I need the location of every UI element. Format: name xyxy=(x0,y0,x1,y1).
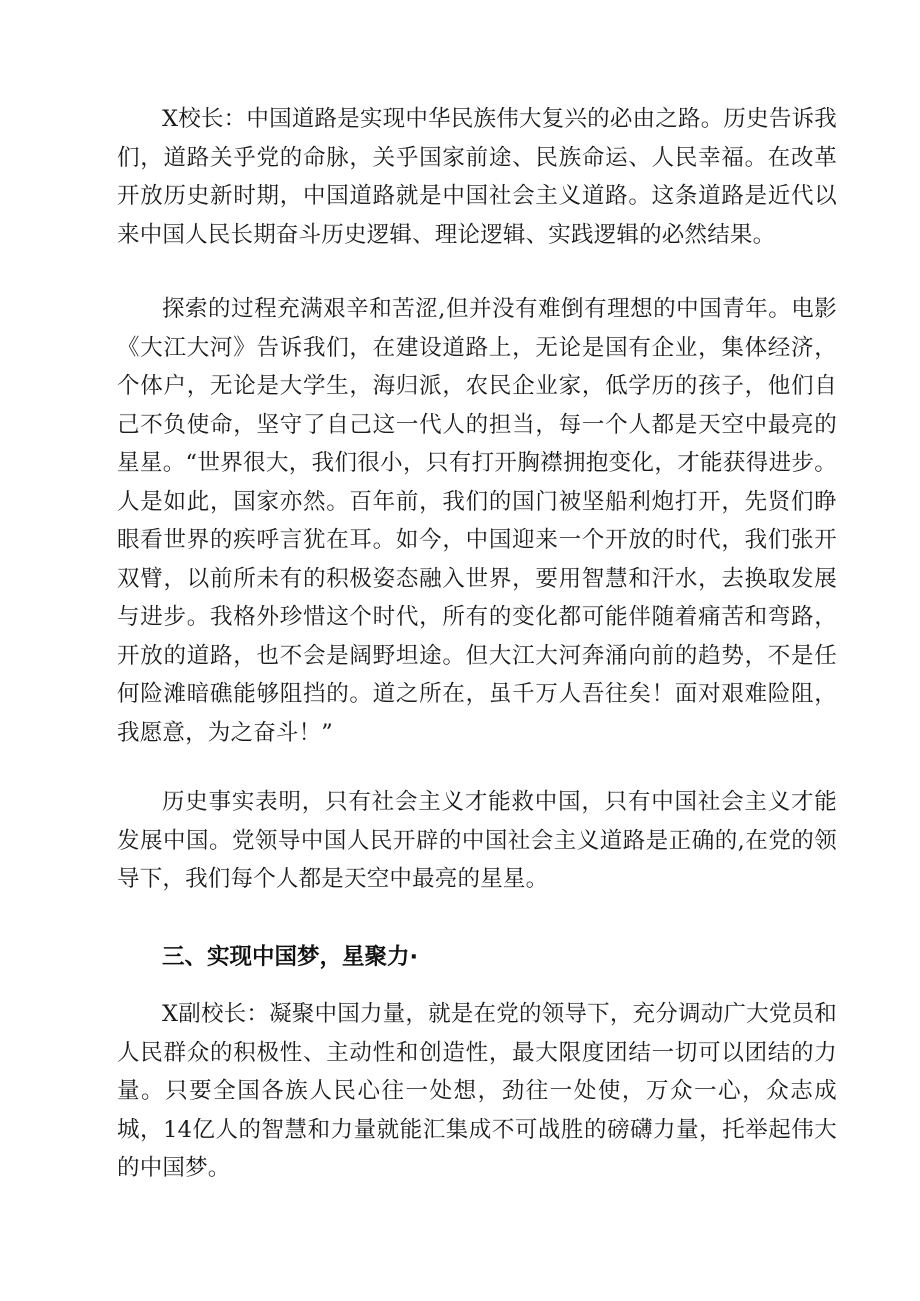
paragraph-historical-facts: 历史事实表明，只有社会主义才能救中国，只有中国社会主义才能发展中国。党领导中国人民开辟的中国社会主义道路是正确的,在党的领导下，我们每个人都是天空中最亮的星星。 xyxy=(117,789,837,892)
paragraph-exploration: 探索的过程充满艰辛和苦涩,但并没有难倒有理想的中国青年。电影《大江大河》告诉我们，在建设道路上，无论是国有企业，集体经济，个体户，无论是大学生，海归派，农民企业家，低学历的孩子，他们自己不负使命，坚守了自己这一代人的担当，每一个人都是天空中最亮的星星。“世界很大，我们很小，只有打开胸襟拥抱变化，才能获得进步。人是如此，国家亦然。百年前，我们的国门被坚船利炮打开，先贤们睁眼看世界的疾呼言犹在耳。如今，中国迎来一个开放的时代，我们张开双臂，以前所未有的积极姿态融入世界，要用智慧和汗水，去换取发展与进步。我格外珍惜这个时代，所有的变化都可能伴随着痛苦和弯路，开放的道路，也不会是阔野坦途。但大江大河奔涌向前的趋势，不是任何险滩暗礁能够阻挡的。道之所在，虽千万人吾往矣！面对艰难险阻，我愿意，为之奋斗！” xyxy=(117,296,837,746)
section-heading: 三、实现中国梦，星聚力· xyxy=(162,944,419,970)
paragraph-principal-speech: X校长：中国道路是实现中华民族伟大复兴的必由之路。历史告诉我们，道路关乎党的命脉，关乎国家前途、民族命运、人民幸福。在改革开放历史新时期，中国道路就是中国社会主义道路。这条道路是近代以来中国人民长期奋斗历史逻辑、理论逻辑、实践逻辑的必然结果。 xyxy=(117,106,837,248)
paragraph-vice-principal-speech: X副校长：凝聚中国力量，就是在党的领导下，充分调动广大党员和人民群众的积极性、主动性和创造性，最大限度团结一切可以团结的力量。只要全国各族人民心往一处想，劲往一处使，万众一心，众志成城，14亿人的智慧和力量就能汇集成不可战胜的磅礴力量，托举起伟大的中国梦。 xyxy=(117,1001,837,1181)
